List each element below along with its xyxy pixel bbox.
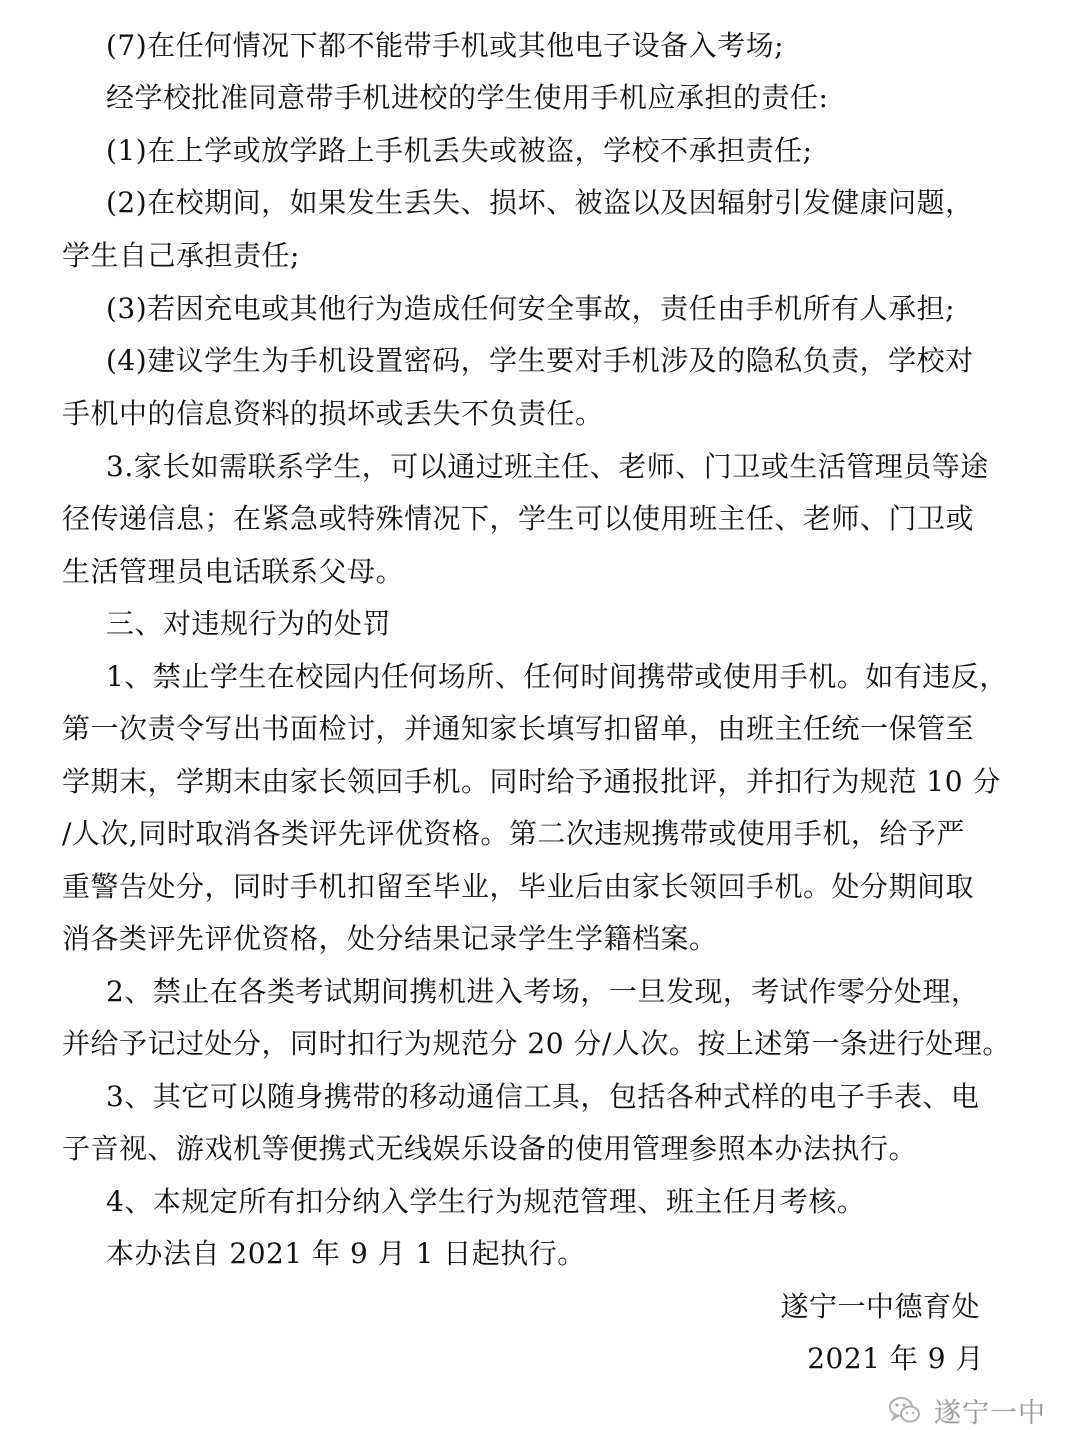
text-line: 径传递信息；在紧急或特殊情况下，学生可以使用班主任、老师、门卫或: [62, 502, 975, 535]
text-line: 3、其它可以随身携带的移动通信工具，包括各种式样的电子手表、电: [106, 1080, 980, 1113]
signature-date: 2021 年 9 月: [807, 1342, 984, 1375]
text-line: 第一次责令写出书面检讨，并通知家长填写扣留单，由班主任统一保管至: [62, 712, 975, 745]
text-line: 学生自己承担责任;: [62, 239, 300, 272]
text-line: (3)若因充电或其他行为造成任何安全事故，责任由手机所有人承担;: [106, 292, 956, 325]
text-line: (1)在上学或放学路上手机丢失或被盗，学校不承担责任;: [106, 134, 813, 167]
text-line: 子音视、游戏机等便携式无线娱乐设备的使用管理参照本办法执行。: [62, 1132, 918, 1165]
text-line: 2、禁止在各类考试期间携机进入考场，一旦发现，考试作零分处理，: [106, 975, 980, 1008]
text-line: 消各类评先评优资格，处分结果记录学生学籍档案。: [62, 922, 718, 955]
text-line: 3.家长如需联系学生，可以通过班主任、老师、门卫或生活管理员等途: [106, 450, 989, 483]
text-line: 1、禁止学生在校园内任何场所、任何时间携带或使用手机。如有违反，: [106, 660, 1008, 693]
text-line: 4、本规定所有扣分纳入学生行为规范管理、班主任月考核。: [106, 1185, 866, 1218]
text-line: 重警告处分，同时手机扣留至毕业，毕业后由家长领回手机。处分期间取: [62, 870, 975, 903]
signature: 遂宁一中德育处: [780, 1290, 980, 1323]
watermark-text: 遂宁一中: [934, 1397, 1046, 1429]
wechat-icon: [888, 1393, 922, 1427]
text-line: 学期末，学期末由家长领回手机。同时给予通报批评，并扣行为规范 10 分: [62, 765, 1001, 798]
section-heading: 三、对违规行为的处罚: [106, 607, 392, 640]
text-line: (4)建议学生为手机设置密码，学生要对手机涉及的隐私负责，学校对: [106, 344, 974, 377]
text-line: 经学校批准同意带手机进校的学生使用手机应承担的责任:: [106, 81, 829, 114]
text-line: (7)在任何情况下都不能带手机或其他电子设备入考场;: [106, 29, 785, 62]
text-line: /人次,同时取消各类评先评优资格。第二次违规携带或使用手机，给予严: [62, 817, 965, 850]
text-line: 本办法自 2021 年 9 月 1 日起执行。: [106, 1237, 586, 1270]
text-line: 手机中的信息资料的损坏或丢失不负责任。: [62, 397, 604, 430]
text-line: 并给予记过处分，同时扣行为规范分 20 分/人次。按上述第一条进行处理。: [62, 1027, 1011, 1060]
text-line: (2)在校期间，如果发生丢失、损坏、被盗以及因辐射引发健康问题，: [106, 186, 974, 219]
watermark: [888, 1390, 1046, 1430]
text-line: 生活管理员电话联系父母。: [62, 555, 405, 588]
